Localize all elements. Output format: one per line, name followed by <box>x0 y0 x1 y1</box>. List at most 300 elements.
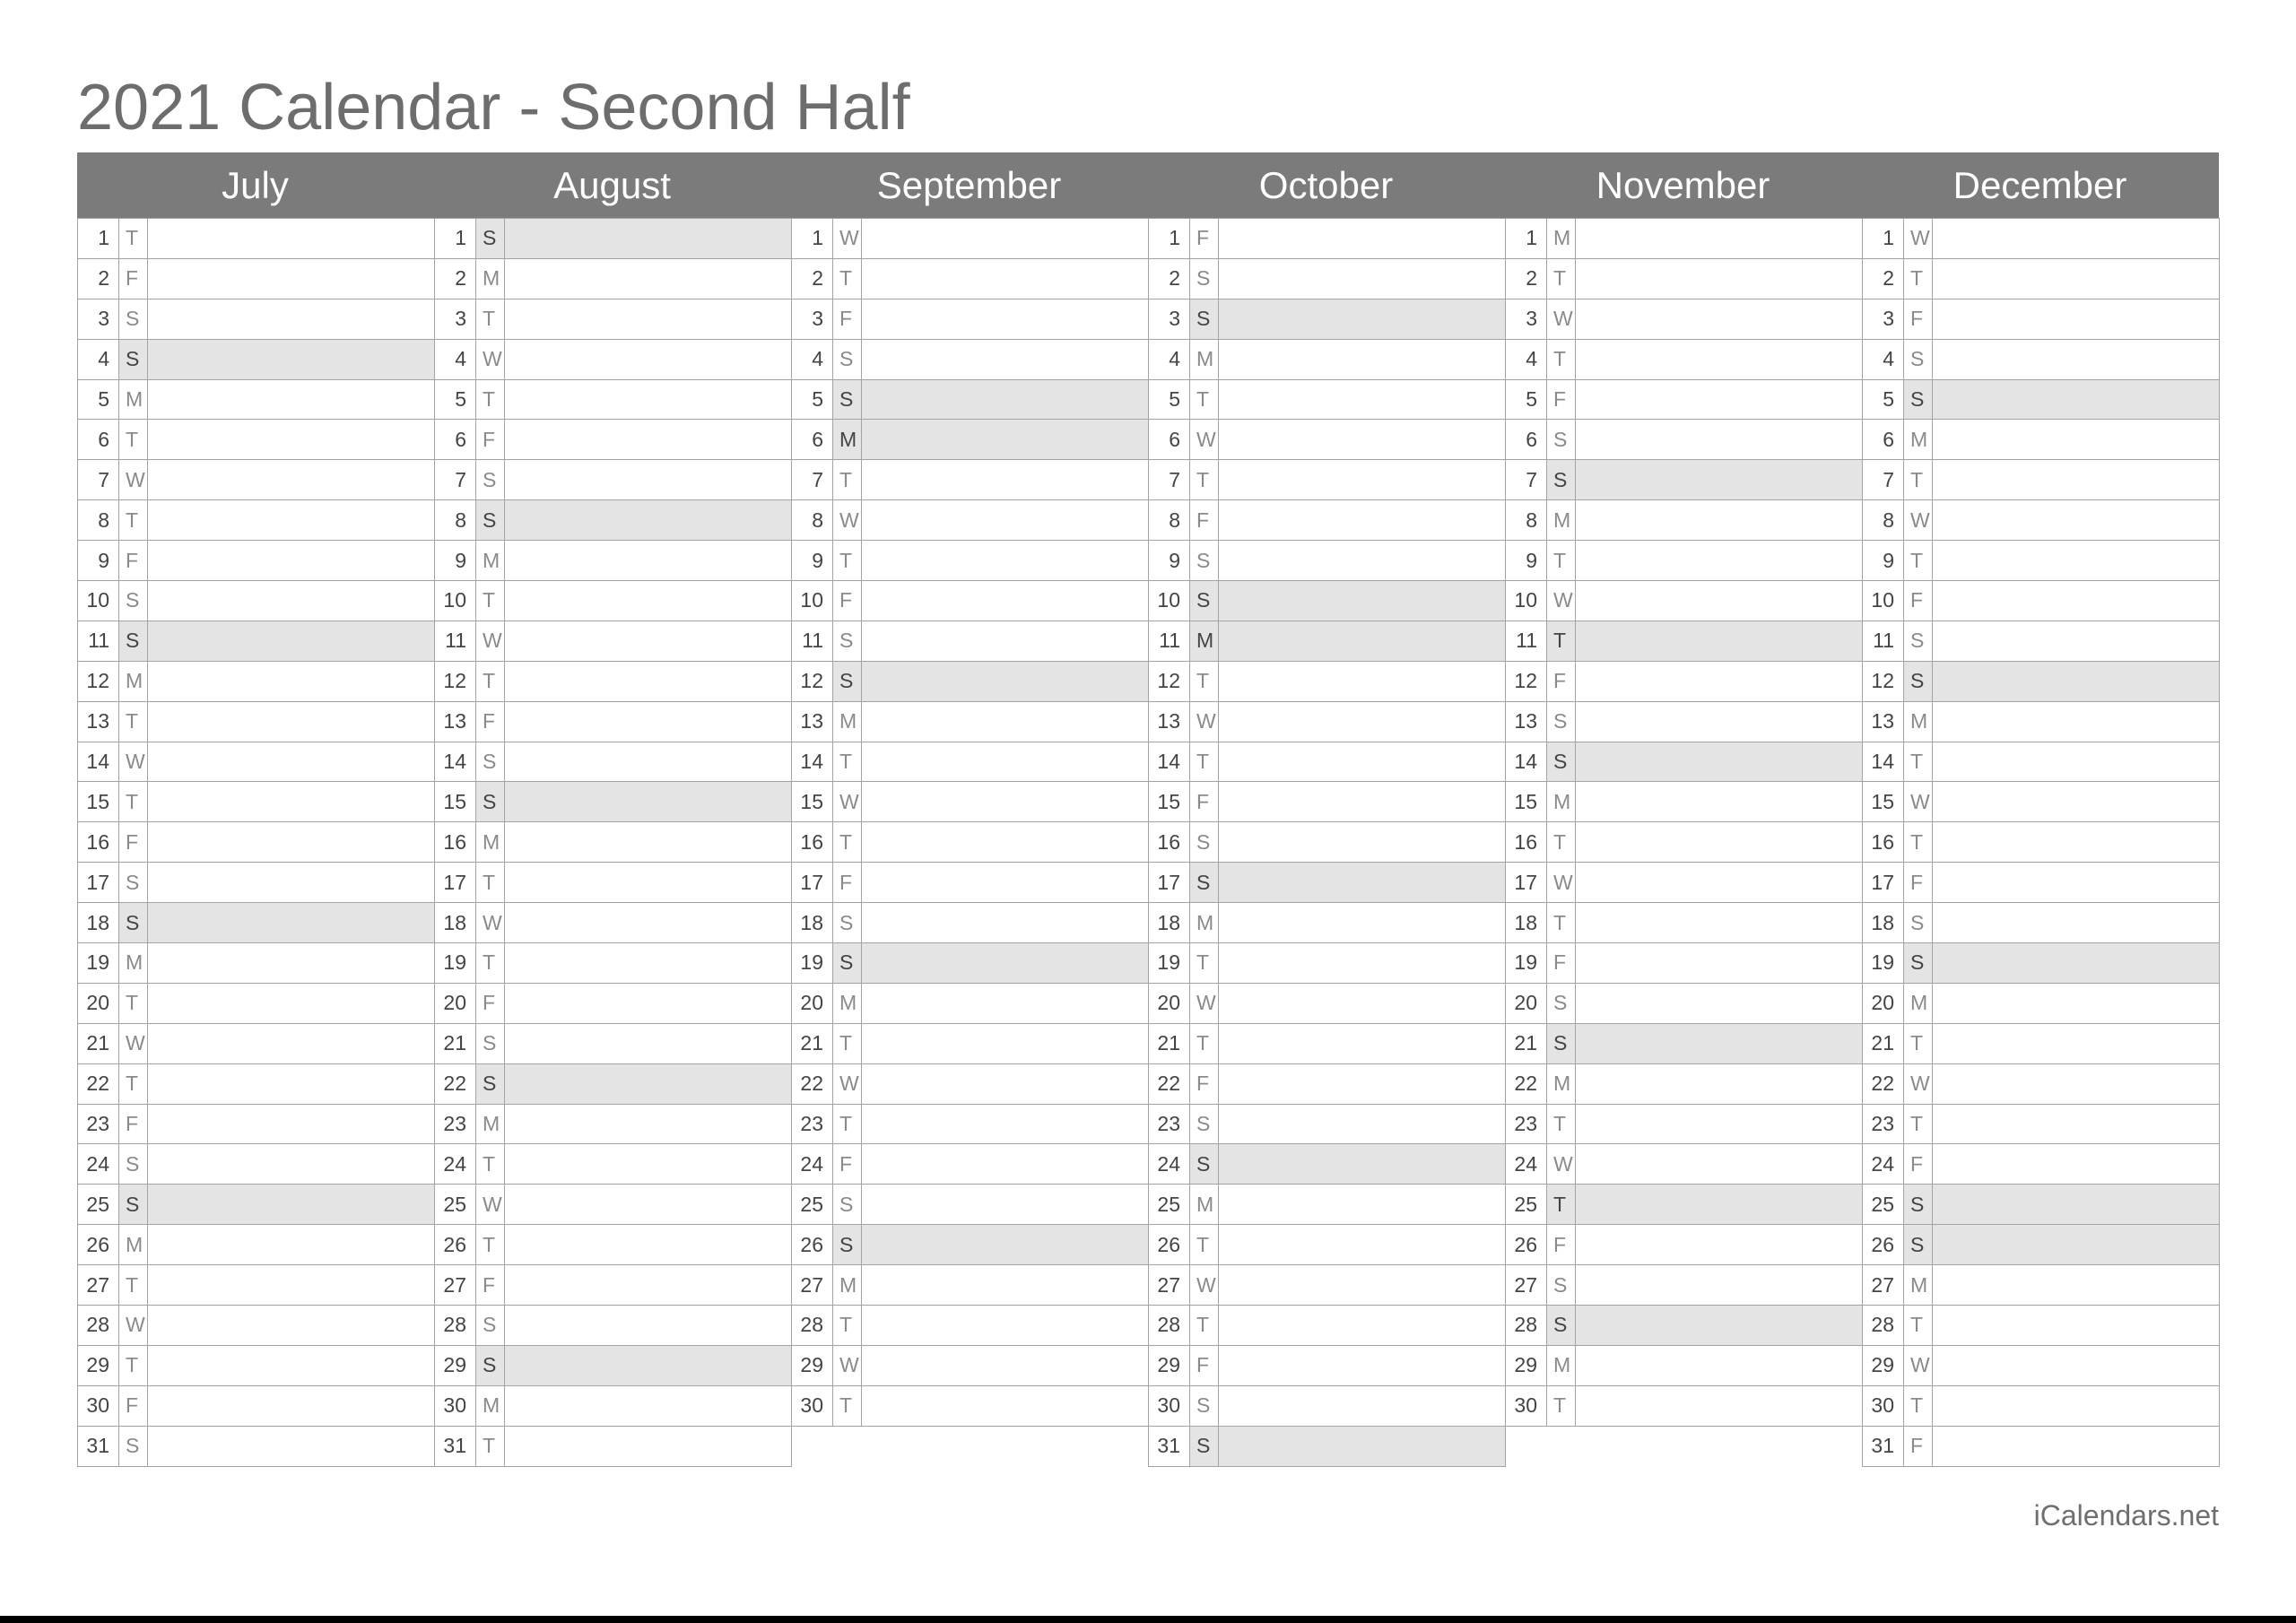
note-cell[interactable] <box>1219 1306 1506 1346</box>
note-cell[interactable] <box>505 1225 792 1265</box>
note-cell[interactable] <box>148 983 435 1023</box>
month-name-july: July <box>222 164 289 206</box>
weekday-letter: T <box>1904 1023 1933 1063</box>
note-cell[interactable] <box>1576 500 1863 541</box>
day-row <box>1863 701 2220 742</box>
note-cell[interactable] <box>148 1385 435 1426</box>
day-row <box>1506 943 1863 984</box>
note-cell[interactable] <box>148 1023 435 1063</box>
note-cell[interactable] <box>862 782 1149 822</box>
note-cell[interactable] <box>1219 460 1506 500</box>
note-cell[interactable] <box>505 983 792 1023</box>
day-number: 3 <box>1863 299 1904 339</box>
note-cell[interactable] <box>1219 541 1506 581</box>
note-cell[interactable] <box>1576 1385 1863 1426</box>
note-cell[interactable] <box>862 742 1149 782</box>
note-cell[interactable] <box>1219 1185 1506 1225</box>
note-cell[interactable] <box>1576 258 1863 299</box>
note-cell[interactable] <box>505 943 792 984</box>
note-cell[interactable] <box>862 822 1149 863</box>
day-number: 20 <box>1863 983 1904 1023</box>
note-cell[interactable] <box>1219 581 1506 621</box>
note-cell[interactable] <box>505 1063 792 1104</box>
note-cell[interactable] <box>1219 1023 1506 1063</box>
note-cell[interactable] <box>862 943 1149 984</box>
day-row <box>1863 621 2220 661</box>
weekday-letter: T <box>833 1306 862 1346</box>
weekday-letter: T <box>833 822 862 863</box>
note-cell[interactable] <box>862 1385 1149 1426</box>
note-cell[interactable] <box>1576 1306 1863 1346</box>
note-cell[interactable] <box>148 661 435 701</box>
note-cell[interactable] <box>1933 903 2220 943</box>
weekday-letter: T <box>1547 903 1576 943</box>
weekday-letter: W <box>833 1063 862 1104</box>
weekday-letter: T <box>1547 541 1576 581</box>
note-cell[interactable] <box>1576 1185 1863 1225</box>
note-cell[interactable] <box>1219 661 1506 701</box>
weekday-letter: S <box>833 661 862 701</box>
note-cell[interactable] <box>148 1185 435 1225</box>
day-row <box>792 299 1149 339</box>
note-cell[interactable] <box>148 1426 435 1466</box>
note-cell[interactable] <box>1933 1225 2220 1265</box>
note-cell[interactable] <box>862 1265 1149 1306</box>
note-cell[interactable] <box>1576 621 1863 661</box>
note-cell[interactable] <box>1576 701 1863 742</box>
weekday-letter: F <box>1190 1063 1219 1104</box>
weekday-letter: T <box>119 500 148 541</box>
day-row <box>792 701 1149 742</box>
day-row <box>1506 903 1863 943</box>
site-credit: iCalendars.net <box>2033 1499 2219 1532</box>
note-cell[interactable] <box>148 782 435 822</box>
note-cell[interactable] <box>1219 1426 1506 1466</box>
day-number: 8 <box>1506 500 1547 541</box>
note-cell[interactable] <box>1933 1345 2220 1385</box>
note-cell[interactable] <box>148 1104 435 1144</box>
note-cell[interactable] <box>862 1306 1149 1346</box>
day-number: 27 <box>1149 1265 1190 1306</box>
note-cell[interactable] <box>1933 1063 2220 1104</box>
day-row <box>435 742 792 782</box>
note-cell[interactable] <box>1219 420 1506 460</box>
weekday-letter: M <box>119 661 148 701</box>
note-cell[interactable] <box>1933 661 2220 701</box>
note-cell[interactable] <box>148 1265 435 1306</box>
note-cell[interactable] <box>1933 299 2220 339</box>
note-cell[interactable] <box>505 1306 792 1346</box>
note-cell[interactable] <box>505 742 792 782</box>
day-number: 10 <box>1149 581 1190 621</box>
day-number: 9 <box>78 541 119 581</box>
day-row <box>1506 782 1863 822</box>
note-cell[interactable] <box>1219 379 1506 420</box>
month-header-bar <box>77 152 2219 218</box>
note-cell[interactable] <box>1576 943 1863 984</box>
day-number: 4 <box>1506 339 1547 379</box>
day-number: 25 <box>1863 1185 1904 1225</box>
note-cell[interactable] <box>862 460 1149 500</box>
note-cell[interactable] <box>1219 782 1506 822</box>
note-cell[interactable] <box>862 1104 1149 1144</box>
note-cell[interactable] <box>1219 219 1506 259</box>
note-cell[interactable] <box>1219 258 1506 299</box>
day-number: 25 <box>78 1185 119 1225</box>
note-cell[interactable] <box>148 379 435 420</box>
note-cell[interactable] <box>1933 1306 2220 1346</box>
note-cell[interactable] <box>1576 541 1863 581</box>
note-cell[interactable] <box>505 701 792 742</box>
day-number: 18 <box>1149 903 1190 943</box>
note-cell[interactable] <box>1219 299 1506 339</box>
note-cell[interactable] <box>505 1345 792 1385</box>
day-number: 11 <box>1506 621 1547 661</box>
note-cell[interactable] <box>505 1023 792 1063</box>
day-row <box>1863 1104 2220 1144</box>
note-cell[interactable] <box>1933 258 2220 299</box>
note-cell[interactable] <box>148 863 435 903</box>
note-cell[interactable] <box>148 742 435 782</box>
note-cell[interactable] <box>1576 782 1863 822</box>
note-cell[interactable] <box>148 1144 435 1185</box>
note-cell[interactable] <box>1933 339 2220 379</box>
note-cell[interactable] <box>1933 1185 2220 1225</box>
note-cell[interactable] <box>1933 420 2220 460</box>
note-cell[interactable] <box>148 903 435 943</box>
day-number: 1 <box>435 219 476 259</box>
weekday-letter: S <box>476 1345 505 1385</box>
note-cell[interactable] <box>505 903 792 943</box>
note-cell[interactable] <box>505 299 792 339</box>
note-cell[interactable] <box>862 983 1149 1023</box>
note-cell[interactable] <box>862 219 1149 259</box>
day-row <box>1506 621 1863 661</box>
note-cell[interactable] <box>1933 219 2220 259</box>
day-row <box>792 1225 1149 1265</box>
note-cell[interactable] <box>1933 1426 2220 1466</box>
note-cell[interactable] <box>1576 822 1863 863</box>
note-cell[interactable] <box>148 299 435 339</box>
day-number: 26 <box>1149 1225 1190 1265</box>
note-cell[interactable] <box>148 460 435 500</box>
weekday-letter: T <box>833 541 862 581</box>
note-cell[interactable] <box>505 822 792 863</box>
note-cell[interactable] <box>505 1426 792 1466</box>
day-row <box>1149 500 1506 541</box>
weekday-letter: T <box>1190 1023 1219 1063</box>
day-number: 11 <box>78 621 119 661</box>
weekday-letter: T <box>833 460 862 500</box>
note-cell[interactable] <box>1933 460 2220 500</box>
note-cell[interactable] <box>505 1104 792 1144</box>
note-cell[interactable] <box>1219 863 1506 903</box>
weekday-letter: W <box>1904 219 1933 259</box>
note-cell[interactable] <box>1219 903 1506 943</box>
day-row <box>78 219 435 259</box>
day-number: 14 <box>792 742 833 782</box>
note-cell[interactable] <box>862 581 1149 621</box>
day-number: 17 <box>1506 863 1547 903</box>
day-row <box>1506 541 1863 581</box>
note-cell[interactable] <box>505 219 792 259</box>
note-cell[interactable] <box>1933 782 2220 822</box>
note-cell[interactable] <box>862 701 1149 742</box>
day-row <box>1863 1225 2220 1265</box>
day-number: 5 <box>1506 379 1547 420</box>
note-cell[interactable] <box>1219 1385 1506 1426</box>
day-row <box>1149 581 1506 621</box>
day-row <box>1506 1225 1863 1265</box>
weekday-letter: T <box>476 1225 505 1265</box>
day-number: 5 <box>1149 379 1190 420</box>
note-cell[interactable] <box>505 339 792 379</box>
day-number: 23 <box>78 1104 119 1144</box>
day-row <box>1863 1185 2220 1225</box>
note-cell[interactable] <box>1933 541 2220 581</box>
day-row <box>792 460 1149 500</box>
day-number: 21 <box>1506 1023 1547 1063</box>
note-cell[interactable] <box>505 581 792 621</box>
note-cell[interactable] <box>1933 1385 2220 1426</box>
note-cell[interactable] <box>1219 1345 1506 1385</box>
note-cell[interactable] <box>1933 822 2220 863</box>
note-cell[interactable] <box>505 661 792 701</box>
note-cell[interactable] <box>1576 1225 1863 1265</box>
note-cell[interactable] <box>505 1185 792 1225</box>
day-row <box>792 541 1149 581</box>
note-cell[interactable] <box>1933 701 2220 742</box>
note-cell[interactable] <box>862 903 1149 943</box>
day-row <box>78 258 435 299</box>
note-cell[interactable] <box>505 258 792 299</box>
day-row <box>78 1345 435 1385</box>
day-row <box>1149 339 1506 379</box>
note-cell[interactable] <box>1933 742 2220 782</box>
weekday-letter: T <box>119 983 148 1023</box>
note-cell[interactable] <box>505 460 792 500</box>
day-row <box>78 1306 435 1346</box>
note-cell[interactable] <box>148 1306 435 1346</box>
day-number: 7 <box>78 460 119 500</box>
note-cell[interactable] <box>1219 1063 1506 1104</box>
day-row <box>78 420 435 460</box>
note-cell[interactable] <box>1219 1225 1506 1265</box>
note-cell[interactable] <box>1219 701 1506 742</box>
note-cell[interactable] <box>1933 581 2220 621</box>
note-cell[interactable] <box>862 1063 1149 1104</box>
note-cell[interactable] <box>1576 219 1863 259</box>
day-number: 22 <box>1506 1063 1547 1104</box>
note-cell[interactable] <box>862 500 1149 541</box>
note-cell[interactable] <box>862 621 1149 661</box>
day-row <box>1149 299 1506 339</box>
note-cell[interactable] <box>1576 1023 1863 1063</box>
note-cell[interactable] <box>148 500 435 541</box>
note-cell[interactable] <box>862 379 1149 420</box>
note-cell[interactable] <box>1576 1265 1863 1306</box>
weekday-letter: S <box>1190 299 1219 339</box>
day-number: 9 <box>1863 541 1904 581</box>
day-number: 10 <box>1863 581 1904 621</box>
note-cell[interactable] <box>1933 1265 2220 1306</box>
note-cell[interactable] <box>148 420 435 460</box>
note-cell[interactable] <box>1219 822 1506 863</box>
note-cell[interactable] <box>1576 420 1863 460</box>
day-number: 10 <box>435 581 476 621</box>
note-cell[interactable] <box>862 420 1149 460</box>
note-cell[interactable] <box>148 258 435 299</box>
note-cell[interactable] <box>1576 460 1863 500</box>
day-row <box>78 581 435 621</box>
note-cell[interactable] <box>505 1265 792 1306</box>
note-cell[interactable] <box>148 581 435 621</box>
note-cell[interactable] <box>862 1345 1149 1385</box>
day-number: 11 <box>1149 621 1190 661</box>
note-cell[interactable] <box>1576 863 1863 903</box>
day-number: 21 <box>78 1023 119 1063</box>
day-row <box>1149 1225 1506 1265</box>
note-cell[interactable] <box>1219 983 1506 1023</box>
note-cell[interactable] <box>1576 903 1863 943</box>
note-cell[interactable] <box>148 1225 435 1265</box>
note-cell[interactable] <box>148 621 435 661</box>
note-cell[interactable] <box>862 661 1149 701</box>
note-cell[interactable] <box>1576 1345 1863 1385</box>
note-cell[interactable] <box>1576 742 1863 782</box>
note-cell[interactable] <box>1933 1104 2220 1144</box>
day-row <box>78 1265 435 1306</box>
day-row <box>1149 661 1506 701</box>
note-cell[interactable] <box>862 299 1149 339</box>
weekday-letter: T <box>119 1265 148 1306</box>
day-row <box>1149 1185 1506 1225</box>
note-cell[interactable] <box>1219 1104 1506 1144</box>
day-number: 30 <box>78 1385 119 1426</box>
day-number: 13 <box>1863 701 1904 742</box>
note-cell[interactable] <box>1933 621 2220 661</box>
day-row <box>1863 1426 2220 1466</box>
note-cell[interactable] <box>148 1345 435 1385</box>
note-cell[interactable] <box>148 1063 435 1104</box>
day-row <box>1149 258 1506 299</box>
note-cell[interactable] <box>1576 661 1863 701</box>
note-cell[interactable] <box>862 541 1149 581</box>
note-cell[interactable] <box>1576 581 1863 621</box>
note-cell[interactable] <box>1576 1104 1863 1144</box>
note-cell[interactable] <box>505 420 792 460</box>
day-row <box>1863 1144 2220 1185</box>
note-cell[interactable] <box>1576 1144 1863 1185</box>
note-cell[interactable] <box>148 219 435 259</box>
note-cell[interactable] <box>505 379 792 420</box>
weekday-letter: S <box>833 903 862 943</box>
weekday-letter: W <box>833 1345 862 1385</box>
day-number: 4 <box>1863 339 1904 379</box>
note-cell[interactable] <box>148 339 435 379</box>
note-cell[interactable] <box>862 1225 1149 1265</box>
weekday-letter: F <box>833 581 862 621</box>
note-cell[interactable] <box>505 1144 792 1185</box>
note-cell[interactable] <box>862 1023 1149 1063</box>
note-cell[interactable] <box>1933 1023 2220 1063</box>
note-cell[interactable] <box>148 701 435 742</box>
note-cell[interactable] <box>1219 339 1506 379</box>
weekday-letter: T <box>1190 460 1219 500</box>
weekday-letter: T <box>1547 1185 1576 1225</box>
note-cell[interactable] <box>505 1385 792 1426</box>
note-cell[interactable] <box>1576 1063 1863 1104</box>
day-number: 26 <box>1863 1225 1904 1265</box>
note-cell[interactable] <box>505 782 792 822</box>
note-cell[interactable] <box>1219 742 1506 782</box>
day-row <box>1506 1306 1863 1346</box>
day-number: 2 <box>1149 258 1190 299</box>
day-number: 16 <box>435 822 476 863</box>
note-cell[interactable] <box>862 863 1149 903</box>
note-cell[interactable] <box>1219 500 1506 541</box>
note-cell[interactable] <box>1933 943 2220 984</box>
note-cell[interactable] <box>1219 943 1506 984</box>
day-number: 4 <box>435 339 476 379</box>
day-row <box>1863 541 2220 581</box>
note-cell[interactable] <box>862 258 1149 299</box>
day-row <box>78 1426 435 1466</box>
note-cell[interactable] <box>148 541 435 581</box>
month-grid-july <box>77 218 435 1467</box>
note-cell[interactable] <box>1219 1144 1506 1185</box>
weekday-letter: M <box>1904 701 1933 742</box>
note-cell[interactable] <box>148 822 435 863</box>
note-cell[interactable] <box>505 541 792 581</box>
day-row <box>78 1104 435 1144</box>
day-row <box>1149 219 1506 259</box>
note-cell[interactable] <box>1933 379 2220 420</box>
note-cell[interactable] <box>505 863 792 903</box>
note-cell[interactable] <box>862 339 1149 379</box>
day-number: 18 <box>78 903 119 943</box>
note-cell[interactable] <box>862 1144 1149 1185</box>
note-cell[interactable] <box>862 1185 1149 1225</box>
day-number: 3 <box>792 299 833 339</box>
note-cell[interactable] <box>505 500 792 541</box>
note-cell[interactable] <box>148 943 435 984</box>
month-name-september: September <box>876 164 1062 206</box>
note-cell[interactable] <box>1219 621 1506 661</box>
day-number: 20 <box>78 983 119 1023</box>
note-cell[interactable] <box>1576 339 1863 379</box>
weekday-letter: S <box>1190 1104 1219 1144</box>
note-cell[interactable] <box>1933 983 2220 1023</box>
note-cell[interactable] <box>1933 863 2220 903</box>
month-grid-august <box>434 218 792 1467</box>
day-row <box>792 863 1149 903</box>
note-cell[interactable] <box>1933 500 2220 541</box>
note-cell[interactable] <box>1933 1144 2220 1185</box>
note-cell[interactable] <box>1576 983 1863 1023</box>
note-cell[interactable] <box>1219 1265 1506 1306</box>
note-cell[interactable] <box>1576 299 1863 339</box>
day-row <box>792 1385 1149 1426</box>
day-row <box>78 1185 435 1225</box>
day-row <box>1863 661 2220 701</box>
day-number: 23 <box>792 1104 833 1144</box>
note-cell[interactable] <box>1576 379 1863 420</box>
day-row <box>435 258 792 299</box>
weekday-letter: T <box>119 701 148 742</box>
note-cell[interactable] <box>505 621 792 661</box>
weekday-letter: T <box>119 1345 148 1385</box>
